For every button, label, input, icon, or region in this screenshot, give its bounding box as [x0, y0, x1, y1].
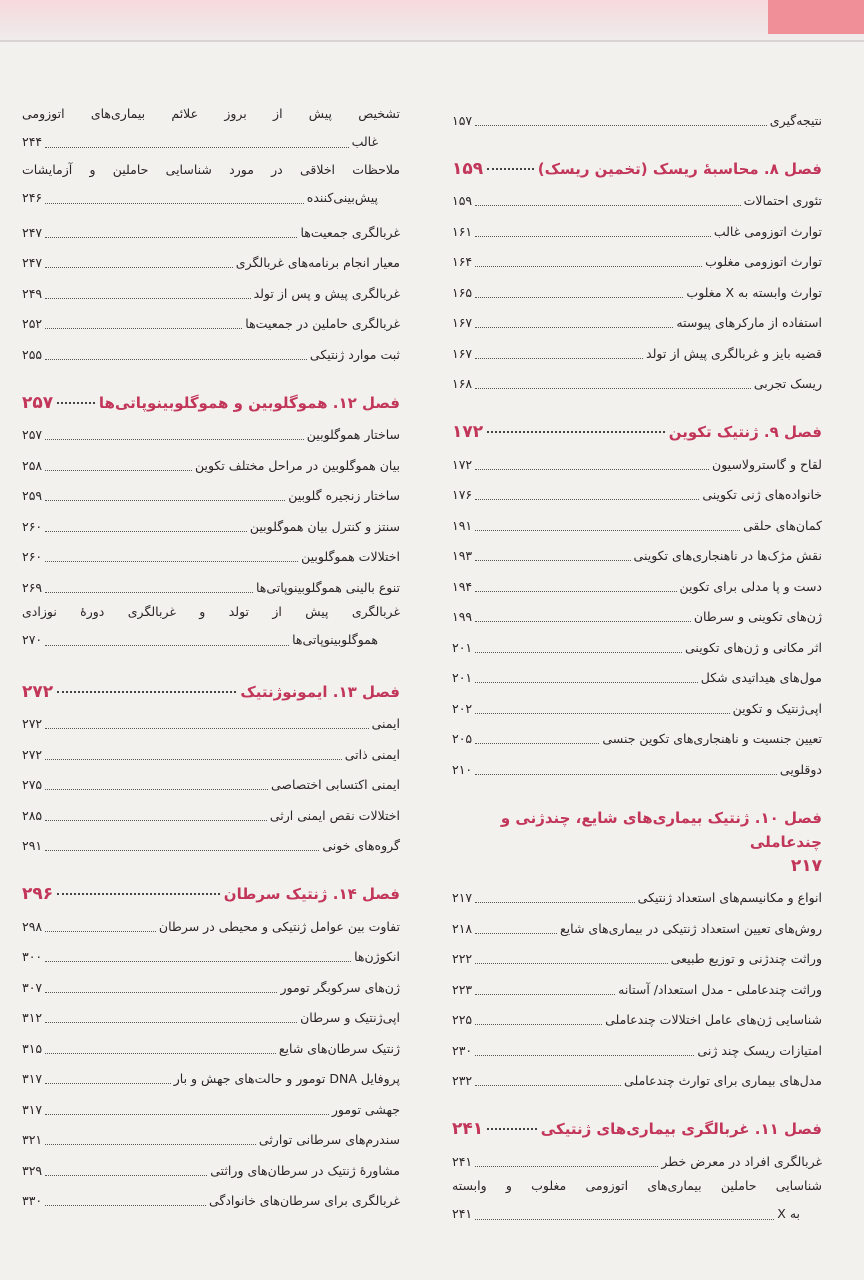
toc-entry	[22, 243, 400, 274]
toc-entry	[22, 415, 400, 446]
dot-leader	[475, 933, 557, 934]
toc-entry	[22, 1120, 400, 1151]
dot-leader	[475, 1024, 602, 1025]
toc-entry	[452, 566, 822, 597]
toc-entry	[452, 658, 822, 689]
dot-leader	[45, 1083, 171, 1084]
toc-entry	[452, 364, 822, 395]
toc-entry-page: ۳۱۷	[22, 1071, 43, 1086]
toc-entry-title: اختلالات نقص ایمنی ارثی	[269, 807, 400, 823]
toc-entry-page: ۲۲۳	[452, 981, 473, 997]
toc-entry-page: ۲۶۹	[22, 579, 43, 595]
toc-entry	[22, 273, 400, 304]
toc-entry-title: اختلالات هموگلوبین	[301, 549, 400, 564]
toc-entry-page: ۲۵۵	[22, 346, 43, 362]
toc-entry-title: ساختار هموگلوبین	[306, 427, 400, 442]
toc-entry-page: ۲۸۵	[22, 807, 43, 823]
chapter-12-heading: فصل ۱۲. هموگلوبین و هموگلوبینوپاتی‌ها ۲۵۷	[22, 392, 400, 413]
dot-leader	[475, 1166, 658, 1167]
toc-entry-title: ساختار زنجیره گلوبین	[288, 488, 400, 503]
toc-entry	[22, 967, 400, 998]
dot-leader	[475, 469, 709, 470]
toc-entry-page: ۳۲۹	[22, 1162, 43, 1178]
toc-entry-title: سنتز و کنترل بیان هموگلوبین	[249, 518, 400, 534]
chapter-10-heading: فصل ۱۰. ژنتیک بیماری‌های شایع، چندژنی و چندعاملی ۲۱۷	[500, 808, 822, 876]
toc-entry-page: ۳۰۷	[22, 979, 43, 995]
dot-leader	[45, 470, 192, 471]
toc-entry-page: ۲۱۰	[452, 761, 473, 777]
toc-entry	[452, 969, 822, 1000]
toc-entry	[22, 476, 400, 507]
toc-entry-title: انواع و مکانیسم‌های استعداد ژنتیکی	[637, 890, 822, 905]
dot-leader	[475, 266, 702, 267]
toc-entry-multiline: شناسایی حاملین بیماری‌های اتوزومی مغلوب و وابسته به X ۲۴۱	[452, 1177, 822, 1221]
toc-entry-page: ۲۰۲	[452, 700, 473, 716]
dot-leader	[45, 728, 368, 729]
toc-entry-page: ۲۰۵	[452, 731, 473, 746]
dot-leader	[475, 743, 599, 744]
toc-entry-page: ۲۶۰	[22, 518, 43, 534]
toc-entry-page: ۱۹۳	[452, 548, 473, 563]
toc-left-column	[22, 100, 400, 1211]
toc-entry-page: ۲۰۱	[452, 670, 473, 685]
chapter-14-heading: فصل ۱۴. ژنتیک سرطان ۲۹۶	[22, 884, 400, 904]
chapter-9-entries	[452, 444, 822, 780]
dot-leader	[475, 560, 630, 561]
toc-entry-page: ۲۹۱	[22, 838, 43, 853]
dot-leader	[45, 1114, 329, 1115]
toc-entry-page: ۲۷۲	[22, 746, 43, 762]
toc-entry-page: ۳۱۲	[22, 1010, 43, 1025]
dot-leader	[475, 591, 676, 592]
toc-entry-multiline: ملاحظات اخلاقی در مورد شناسایی حاملین و آزمایشات پیش‌بینی‌کننده ۲۴۶	[22, 162, 400, 205]
toc-entry-page: ۱۶۷	[452, 315, 473, 330]
chapter-8-heading: فصل ۸. محاسبهٔ ریسک (تخمین ریسک) ۱۵۹	[452, 158, 822, 179]
toc-entry-title: ژنتیک سرطان‌های شایع	[278, 1040, 400, 1056]
toc-entry-page: ۲۷۲	[22, 716, 43, 731]
toc-entry	[452, 536, 822, 567]
toc-entry-title: وراثت چندژنی و توزیع طبیعی	[670, 951, 822, 966]
toc-entry	[452, 1061, 822, 1092]
toc-entry	[22, 998, 400, 1029]
toc-entry-page: ۲۵۷	[22, 427, 43, 442]
toc-entry	[22, 567, 400, 598]
toc-entry	[22, 334, 400, 365]
toc-entry	[22, 537, 400, 568]
chapter-12-entries	[22, 415, 400, 598]
toc-entry-multiline: تشخیص پیش از بروز علائم بیماری‌های اتوزومی غالب ۲۴۴	[22, 106, 400, 149]
toc-entry-page: ۲۴۷	[22, 255, 43, 270]
dot-leader	[45, 1053, 276, 1054]
toc-entry-page: ۲۴۹	[22, 285, 43, 301]
toc-entry-page: ۲۷۵	[22, 777, 43, 792]
toc-entry	[22, 765, 400, 796]
toc-entry-title: خانواده‌های ژنی تکوینی	[702, 487, 822, 502]
toc-entry-page: ۲۶۰	[22, 549, 43, 564]
toc-entry	[452, 878, 822, 909]
dot-leader	[475, 682, 698, 683]
toc-entry-title: استفاده از مارکرهای پیوسته	[676, 315, 822, 330]
toc-entry-title: توارث اتوزومی غالب	[713, 223, 822, 239]
page-top-accent	[768, 0, 864, 34]
toc-entry-page: ۱۹۹	[452, 609, 473, 624]
dot-leader	[475, 713, 729, 714]
toc-entry	[22, 506, 400, 537]
dot-leader	[475, 1085, 621, 1086]
toc-entry-title: تفاوت بین عوامل ژنتیکی و محیطی در سرطان	[158, 918, 400, 934]
toc-entry	[452, 688, 822, 719]
toc-right-column	[452, 100, 822, 1228]
dot-leader	[45, 592, 253, 593]
dot-leader	[475, 205, 740, 206]
dot-leader	[45, 531, 247, 532]
toc-entry	[22, 734, 400, 765]
dot-leader	[45, 931, 156, 932]
toc-entry-title: تئوری احتمالات	[743, 193, 822, 208]
toc-entry-page: ۲۰۱	[452, 639, 473, 655]
dot-leader	[45, 850, 319, 851]
toc-entry-title: لقاح و گاسترولاسیون	[712, 456, 822, 472]
toc-entry	[452, 505, 822, 536]
toc-entry-title: غربالگری برای سرطان‌های خانوادگی	[208, 1193, 400, 1208]
page-top-rule	[0, 40, 864, 42]
toc-entry	[22, 445, 400, 476]
toc-entry	[22, 304, 400, 335]
toc-entry-title: ژن‌های سرکوبگر تومور	[280, 979, 400, 995]
dot-leader	[475, 963, 668, 964]
toc-entry-page: ۲۲۲	[452, 951, 473, 966]
dot-leader	[45, 789, 268, 790]
toc-entry-title: پروفایل DNA تومور و حالت‌های جهش و بار	[173, 1071, 400, 1086]
dot-leader	[45, 961, 351, 962]
toc-entry	[452, 1030, 822, 1061]
dot-leader	[45, 439, 304, 440]
chapter-11-entries	[452, 1141, 822, 1172]
toc-entry-page: ۲۵۸	[22, 457, 43, 473]
toc-entry-title: امتیازات ریسک چند ژنی	[697, 1042, 822, 1058]
toc-entry-title: تنوع بالینی هموگلوبینوپاتی‌ها	[255, 579, 400, 595]
toc-entry-title: ایمنی	[371, 716, 400, 731]
intro-entries	[22, 212, 400, 365]
chapter-13-heading: فصل ۱۳. ایمونوژنتیک ۲۷۲	[22, 681, 400, 702]
chapter-13-entries	[22, 704, 400, 857]
dot-leader	[475, 902, 635, 903]
toc-entry-title: ایمنی اکتسابی اختصاصی	[270, 777, 400, 792]
toc-entry-page: ۱۹۱	[452, 517, 473, 533]
toc-entry-page: ۱۶۷	[452, 345, 473, 361]
dot-leader	[475, 236, 711, 237]
toc-entry-title: توارث وابسته به X مغلوب	[686, 284, 822, 300]
toc-entry-title: نقش مژک‌ها در ناهنجاری‌های تکوینی	[633, 548, 822, 563]
toc-entry-title: دوقلویی	[779, 761, 822, 777]
toc-entry	[22, 937, 400, 968]
dot-leader	[45, 328, 242, 329]
toc-entry-multiline: غربالگری پیش از تولد و غربالگری دورهٔ نوزادی هموگلوبینوپاتی‌ها ۲۷۰	[22, 603, 400, 647]
toc-entry	[452, 242, 822, 273]
toc-entry-title: مشاورهٔ ژنتیک در سرطان‌های وراثتی	[210, 1162, 400, 1178]
dot-leader	[45, 561, 298, 562]
toc-entry-title: روش‌های تعیین استعداد ژنتیکی در بیماری‌های شایع	[560, 920, 822, 936]
toc-entry	[452, 749, 822, 780]
toc-entry-title: معیار انجام برنامه‌های غربالگری	[235, 255, 400, 270]
dot-leader	[475, 621, 691, 622]
toc-entry	[22, 906, 400, 937]
toc-entry-title: مدل‌های بیماری برای توارث چندعاملی	[624, 1073, 822, 1088]
toc-entry-title: ژن‌های تکوینی و سرطان	[693, 609, 822, 624]
toc-entry	[452, 627, 822, 658]
chapter-11-heading: فصل ۱۱. غربالگری بیماری‌های ژنتیکی ۲۴۱	[452, 1119, 822, 1139]
page-top-band	[0, 0, 864, 40]
dot-leader	[475, 774, 777, 775]
toc-entry-title: سندرم‌های سرطانی توارثی	[258, 1132, 400, 1147]
toc-entry-title: گروه‌های خونی	[322, 838, 400, 853]
toc-entry	[452, 181, 822, 212]
toc-entry-page: ۲۳۲	[452, 1073, 473, 1088]
toc-entry	[452, 908, 822, 939]
toc-entry-page: ۲۲۵	[452, 1012, 473, 1027]
toc-entry-page: ۲۳۰	[452, 1042, 473, 1058]
toc-entry	[22, 826, 400, 857]
toc-entry-page: ۱۹۴	[452, 578, 473, 594]
toc-entry-title: ریسک تجربی	[753, 376, 822, 391]
dot-leader	[45, 500, 285, 501]
dot-leader	[475, 388, 751, 389]
toc-entry-page: ۱۷۲	[452, 456, 473, 472]
toc-entry-title: ثبت موارد ژنتیکی	[309, 346, 400, 362]
toc-entry-page: ۱۶۴	[452, 254, 473, 269]
dot-leader	[45, 820, 267, 821]
dot-leader	[45, 1022, 297, 1023]
toc-entry-page: ۳۲۱	[22, 1132, 43, 1147]
toc-entry-page: ۳۰۰	[22, 949, 43, 964]
toc-entry-title: غربالگری پیش و پس از تولد	[253, 285, 400, 301]
toc-entry-page: ۱۶۵	[452, 284, 473, 300]
dot-leader	[45, 1205, 206, 1206]
toc-entry-title: غربالگری افراد در معرض خطر	[661, 1153, 822, 1169]
toc-entry	[452, 597, 822, 628]
toc-entry	[452, 211, 822, 242]
toc-entry-title: قضیه بایز و غربالگری پیش از تولد	[646, 345, 822, 361]
toc-entry-page: ۳۱۵	[22, 1040, 43, 1056]
toc-entry-page: ۱۶۸	[452, 376, 473, 391]
toc-entry	[22, 795, 400, 826]
dot-leader	[475, 1055, 694, 1056]
dot-leader	[475, 994, 615, 995]
toc-entry-title: اپی‌ژنتیک و تکوین	[732, 700, 822, 716]
toc-entry-page: ۳۳۰	[22, 1193, 43, 1208]
dot-leader	[475, 297, 683, 298]
chapter-10-entries	[452, 878, 822, 1092]
toc-entry-title: اثر مکانی و ژن‌های تکوینی	[685, 639, 822, 655]
toc-entry-title: جهشی تومور	[331, 1101, 400, 1117]
toc-entry-page: ۲۵۹	[22, 488, 43, 503]
toc-entry-page: ۲۹۸	[22, 918, 43, 934]
toc-entry	[452, 1141, 822, 1172]
toc-entry	[452, 272, 822, 303]
dot-leader	[45, 1175, 207, 1176]
chapter-8-entries	[452, 181, 822, 395]
toc-entry	[452, 475, 822, 506]
toc-entry-title: توارث اتوزومی مغلوب	[705, 254, 822, 269]
chapter-9-heading: فصل ۹. ژنتیک تکوین ۱۷۲	[452, 422, 822, 442]
toc-entry	[22, 704, 400, 735]
toc-entry	[22, 1028, 400, 1059]
toc-entry-title: انکوژن‌ها	[354, 949, 400, 964]
toc-entry	[22, 212, 400, 243]
dot-leader	[475, 652, 682, 653]
toc-entry-page: ۲۱۷	[452, 890, 473, 905]
toc-entry	[22, 1089, 400, 1120]
dot-leader	[45, 359, 307, 360]
chapter-14-entries	[22, 906, 400, 1211]
toc-entry-title: دست و پا مدلی برای تکوین	[679, 578, 822, 594]
toc-entry-title: شناسایی ژن‌های عامل اختلالات چندعاملی	[605, 1012, 822, 1027]
toc-entry-title: بیان هموگلوبین در مراحل مختلف تکوین	[194, 457, 400, 473]
dot-leader	[45, 267, 233, 268]
dot-leader	[45, 759, 342, 760]
dot-leader	[45, 298, 250, 299]
toc-entry-page: ۲۴۱	[452, 1153, 473, 1169]
toc-entry	[452, 939, 822, 970]
toc-entry: نتیجه‌گیری ۱۵۷	[452, 112, 822, 128]
toc-entry	[22, 1150, 400, 1181]
dot-leader	[475, 499, 699, 500]
toc-entry-title: غربالگری حاملین در جمعیت‌ها	[245, 316, 400, 331]
dot-leader	[475, 358, 643, 359]
toc-entry	[452, 719, 822, 750]
toc-entry-title: مول‌های هیداتیدی شکل	[700, 670, 822, 685]
dot-leader	[475, 327, 673, 328]
toc-entry	[22, 1181, 400, 1212]
toc-entry	[452, 444, 822, 475]
toc-entry-page: ۲۱۸	[452, 920, 473, 936]
toc-entry-page: ۱۵۹	[452, 193, 473, 208]
toc-entry-title: اپی‌ژنتیک و سرطان	[300, 1010, 400, 1025]
toc-entry	[452, 303, 822, 334]
toc-entry-title: کمان‌های حلقی	[743, 517, 822, 533]
toc-entry-title: غربالگری جمعیت‌ها	[300, 224, 400, 240]
toc-entry-page: ۳۱۷	[22, 1101, 43, 1117]
dot-leader	[45, 992, 277, 993]
toc-entry-page: ۱۷۶	[452, 487, 473, 502]
dot-leader	[45, 1144, 256, 1145]
toc-entry-title: وراثت چندعاملی - مدل استعداد/ آستانه	[618, 981, 822, 997]
toc-entry	[22, 1059, 400, 1090]
toc-entry-page: ۲۵۲	[22, 316, 43, 331]
dot-leader	[475, 530, 740, 531]
dot-leader	[45, 237, 297, 238]
toc-entry	[452, 333, 822, 364]
toc-entry-page: ۲۴۷	[22, 224, 43, 240]
toc-entry-title: تعیین جنسیت و ناهنجاری‌های تکوین جنسی	[602, 731, 822, 746]
toc-entry-page: ۱۶۱	[452, 223, 473, 239]
toc-entry	[452, 1000, 822, 1031]
toc-entry-title: ایمنی ذاتی	[344, 746, 400, 762]
